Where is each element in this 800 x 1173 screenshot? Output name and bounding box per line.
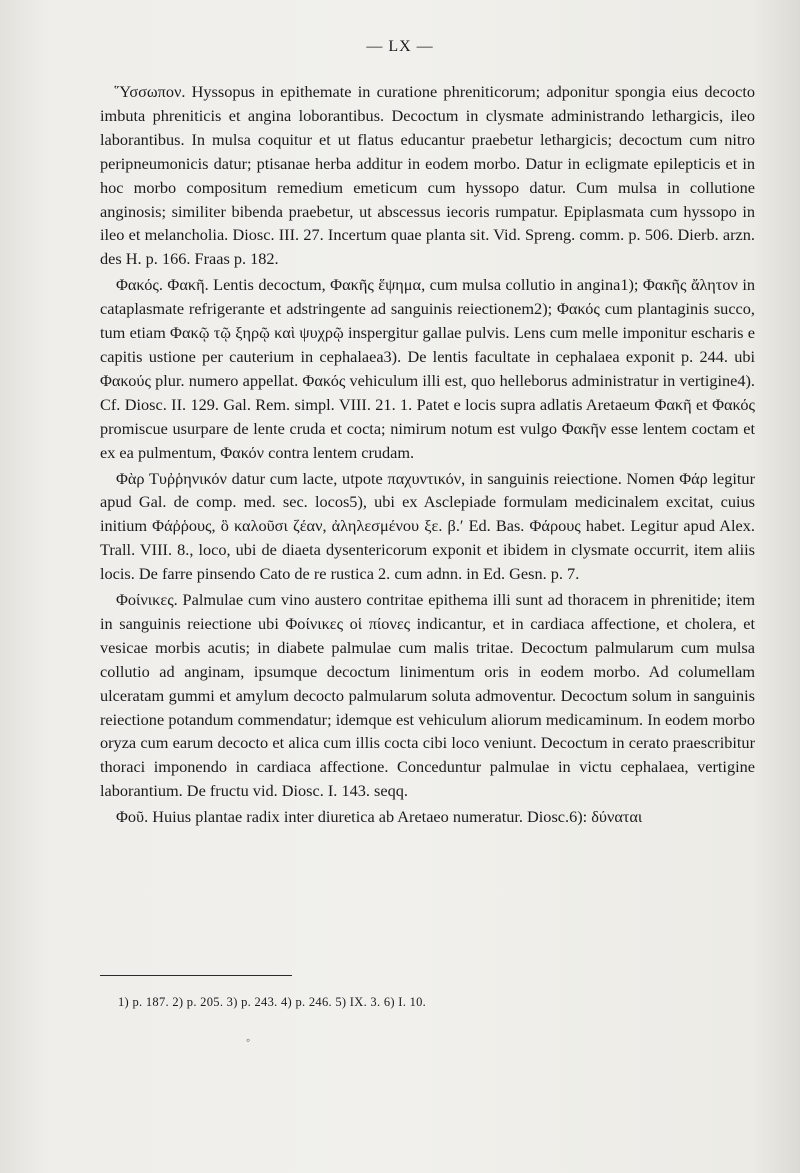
paragraph-phou: Φοῦ. Huius plantae radix inter diuretica ab Aretaeo numeratur. Diosc.6): δύναται: [116, 807, 643, 827]
paragraph-phoinikes: Φοίνικες. Palmulae cum vino austero contritae epithema illi sunt ad thoracem in phrenitide; item in sanguinis reiectione ubi Φοίνικες οἱ πίονες indicantur, et in cardiaca affectione, et cholera, et vesicae morbis acutis; in diabete palmulae cum malis tritae. Decoctum palmularum cum mulsa collutio ad anginam, ipsumque decoctum linimentum oris in eodem morbo. Ad columellam ulceratam gummi et amylum decocto palmularum soluta admoventur. Decoctum solum in sanguinis reiectione potandum commendatur; idemque est vehiculum aliorum medicaminum. In eodem morbo oryza cum earum decocto et alica cum illis cocta cibi loco veniunt. Decoctum in cerato praescribitur thoraci imponendo in cardiaca affectione. Conceduntur palmulae in victu cephalaea, vertigine laborantium. De fructu vid. Diosc. I. 143. seqq.: [100, 590, 755, 801]
paragraph-hyssopus: ῞Υσσωπον. Hyssopus in epithemate in curatione phreniticorum; adponitur spongia eius decocto imbuta phreniticis et angina loborantibus. Decoctum in clysmate administrando lethargicis, ileo laborantibus. In mulsa coquitur et ut flatus educantur praebetur lethargicis; decoctum cum nitro peripneumonicis datur; ptisanae herba additur in eodem morbo. Datur in ecligmate epilepticis et in hoc morbo compositum remedium emeticum cum hyssopo datur. Cum mulsa in collutione anginosis; similiter bibenda praebetur, ut abscessus iecoris rumpatur. Epiplasmata cum hyssopo in ileo et melancholia. Diosc. III. 27. Incertum quae planta sit. Vid. Spreng. comm. p. 506. Dierb. arzn. des H. p. 166. Fraas p. 182.: [100, 82, 755, 269]
main-text: [100, 80, 755, 831]
footnote-divider: [100, 975, 292, 976]
paragraph-phakos: Φακός. Φακῆ. Lentis decoctum, Φακῆς ἕψημα, cum mulsa collutio in angina1); Φακῆς ἄλητον in cataplasmate refrigerante et adstringente ad sanguinis reiectionem2); Φακός cum plantaginis succo, tum etiam Φακῷ τῷ ξηρῷ καὶ ψυχρῷ inspergitur gallae pulvis. Lens cum melle imponitur escharis e capitis ustione per cauterium in cephalaea3). De lentis facultate in cephalaea exponit p. 244. ubi Φακούς plur. numero appellat. Φακός vehiculum illi est, quo helleborus administratur in vertigine4). Cf. Diosc. II. 129. Gal. Rem. simpl. VIII. 21. 1. Patet e locis supra adlatis Aretaeum Φακῆ et Φακός promiscue usurpare de lente cruda et cocta; nimirum notum est vulgo Φακῆν esse lentem coctam et ex ea pulmentum, Φακόν contra lentem crudam.: [100, 275, 755, 462]
paragraph-phar: Φὰρ Τυῤῥηνικόν datur cum lacte, utpote παχυντικόν, in sanguinis reiectione. Nomen Φάρ legitur apud Gal. de comp. med. sec. locos5), ubi ex Asclepiade formulam medicinalem excitat, cuius initium Φάῤῥους, ὃ καλοῦσι ζέαν, ἀληλεσμένου ξε. β.′ Ed. Bas. Φάρους habet. Legitur apud Alex. Trall. VIII. 8., loco, ubi de diaeta dysentericorum exponit et ibidem in clysmate occurrit, item aliis locis. De farre pinsendo Cato de re rustica 2. cum adnn. in Ed. Gesn. p. 7.: [100, 468, 755, 584]
footnotes: 1) p. 187. 2) p. 205. 3) p. 243. 4) p. 246. 5) IX. 3. 6) I. 10.: [118, 995, 427, 1009]
page-number: — LX —: [366, 38, 434, 55]
stray-ink-mark: ◦: [246, 1033, 251, 1047]
